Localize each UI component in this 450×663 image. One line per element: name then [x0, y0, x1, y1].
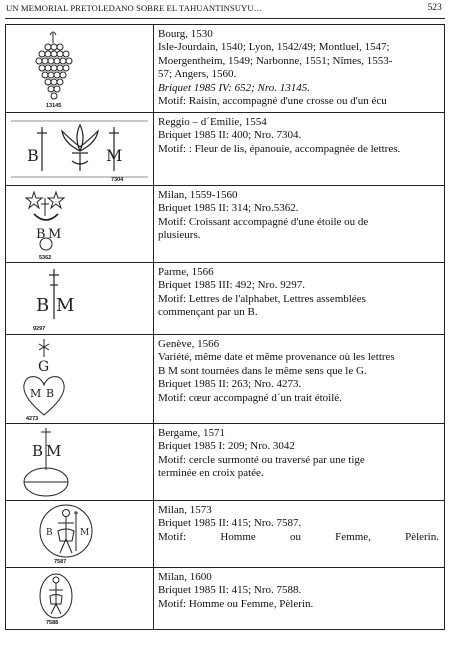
entry-text	[154, 25, 445, 113]
entry-motif-continued: plusieurs.	[158, 229, 201, 242]
grapes-watermark-icon	[6, 25, 153, 113]
watermark-caption: 4273	[26, 416, 39, 422]
watermark-image-cell	[6, 335, 154, 424]
pilgrim-oval-watermark-icon	[6, 568, 153, 630]
watermark-caption: 7587	[54, 559, 67, 565]
entry-text	[154, 501, 445, 568]
table-row	[6, 25, 445, 113]
entry-line: Variété, même date et même provenance où les lettres	[158, 351, 395, 364]
watermark-image-cell	[6, 501, 154, 568]
entry-reference: Briquet 1985 I: 209; Nro. 3042	[158, 440, 295, 453]
entry-reference: Briquet 1985 III: 492; Nro. 9297.	[158, 279, 305, 292]
entry-reference: Briquet 1985 II: 415; Nro. 7587.	[158, 517, 302, 530]
entry-reference: Briquet 1985 IV: 652; Nro. 13145.	[158, 81, 310, 94]
entry-reference: Briquet 1985 II: 263; Nro. 4273.	[158, 378, 302, 391]
entry-line: 57; Angers, 1560.	[158, 68, 237, 81]
svg-text:B: B	[36, 295, 50, 316]
svg-text:B: B	[27, 146, 39, 165]
entry-motif: Motif: cœur accompagné d´un trait étoilé.	[158, 391, 342, 404]
circle-cross-watermark-icon	[6, 424, 153, 501]
watermark-caption: 7588	[46, 620, 59, 626]
table-row	[6, 263, 445, 335]
pilgrim-watermark-icon	[6, 501, 153, 568]
entry-motif: Motif: : Fleur de lis, épanouie, accompagnée de lettres.	[158, 142, 401, 155]
entry-motif: Motif: Homme ou Femme, Pèlerin.	[158, 597, 314, 610]
entry-line: Moergentheim, 1549; Narbonne, 1551; Nîmes, 1553-	[158, 54, 393, 67]
motif-word: ou	[289, 530, 301, 543]
table-row	[6, 113, 445, 186]
table-row	[6, 186, 445, 263]
watermark-image-cell	[6, 263, 154, 335]
svg-text:M: M	[46, 442, 62, 460]
entry-motif: Motif: Lettres de l'alphabet, Lettres assemblées	[158, 292, 366, 305]
entry-text	[154, 335, 445, 424]
entry-place-date: Parme, 1566	[158, 266, 214, 278]
entry-motif-continued: terminée en croix patée.	[158, 467, 264, 480]
entry-text	[154, 263, 445, 335]
header-rule	[5, 18, 445, 19]
table-row	[6, 335, 445, 424]
entry-place-date: Bourg, 1530	[158, 28, 213, 40]
watermark-table	[5, 24, 445, 630]
entry-reference: Briquet 1985 II: 415; Nro. 7588.	[158, 584, 302, 597]
page-number: 523	[427, 3, 442, 13]
entry-place-date: Milan, 1573	[158, 504, 212, 516]
watermark-image-cell	[6, 568, 154, 630]
watermark-image-cell	[6, 113, 154, 186]
entry-text	[154, 424, 445, 501]
watermark-image-cell	[6, 25, 154, 113]
svg-text:B: B	[36, 227, 46, 242]
svg-text:M: M	[48, 227, 62, 242]
svg-text:M: M	[106, 146, 123, 165]
svg-text:M: M	[56, 295, 75, 316]
entry-place-date: Bergame, 1571	[158, 427, 226, 439]
entry-text	[154, 568, 445, 630]
entry-motif-continued: commençant par un B.	[158, 306, 258, 319]
entry-text	[154, 186, 445, 263]
heart-watermark-icon	[6, 335, 153, 424]
entry-reference: Briquet 1985 II: 400; Nro. 7304.	[158, 129, 302, 142]
watermark-caption: 5362	[39, 255, 52, 261]
svg-text:G: G	[38, 359, 50, 375]
entry-place-date: Milan, 1600	[158, 571, 212, 583]
watermark-caption: 9297	[33, 326, 46, 332]
watermark-image-cell	[6, 186, 154, 263]
motif-word: Homme	[220, 530, 256, 543]
motif-word: Motif:	[158, 530, 187, 543]
running-head-title: UN MEMORIAL PRETOLEDANO SOBRE EL TAHUANTINSUYU…	[6, 3, 263, 13]
fleur-de-lis-watermark-icon	[6, 113, 153, 186]
table-row	[6, 501, 445, 568]
entry-motif	[158, 531, 439, 544]
table-row	[6, 424, 445, 501]
watermark-caption: 7304	[111, 177, 124, 183]
letters-cross-watermark-icon	[6, 263, 153, 335]
entry-text	[154, 113, 445, 186]
motif-word: Femme,	[335, 530, 371, 543]
entry-reference: Briquet 1985 II: 314; Nro.5362.	[158, 202, 299, 215]
svg-text:M: M	[30, 387, 42, 400]
svg-text:B: B	[32, 442, 44, 460]
running-head	[6, 3, 442, 17]
motif-word: Pèlerin.	[405, 530, 439, 543]
entry-motif: Motif: cercle surmonté ou traversé par une tige	[158, 453, 365, 466]
entry-place-date: Milan, 1559-1560	[158, 189, 238, 201]
table-row	[6, 568, 445, 630]
entry-motif: Motif: Croissant accompagné d'une étoile ou de	[158, 215, 369, 228]
watermark-caption: 13145	[46, 103, 62, 109]
entry-place-date: Genève, 1566	[158, 338, 220, 350]
svg-text:M: M	[80, 528, 90, 538]
entry-motif: Motif: Raisin, accompagné d'une crosse ou d'un écu	[158, 95, 387, 108]
entry-line: Isle-Jourdain, 1540; Lyon, 1542/49; Montluel, 1547;	[158, 41, 390, 54]
entry-place-date: Reggio – d´Emilie, 1554	[158, 116, 267, 128]
watermark-image-cell	[6, 424, 154, 501]
crescent-star-watermark-icon	[6, 186, 153, 263]
entry-line: B M sont tournées dans le même sens que le G.	[158, 364, 367, 377]
svg-text:B: B	[46, 528, 53, 538]
svg-text:B: B	[46, 387, 55, 400]
